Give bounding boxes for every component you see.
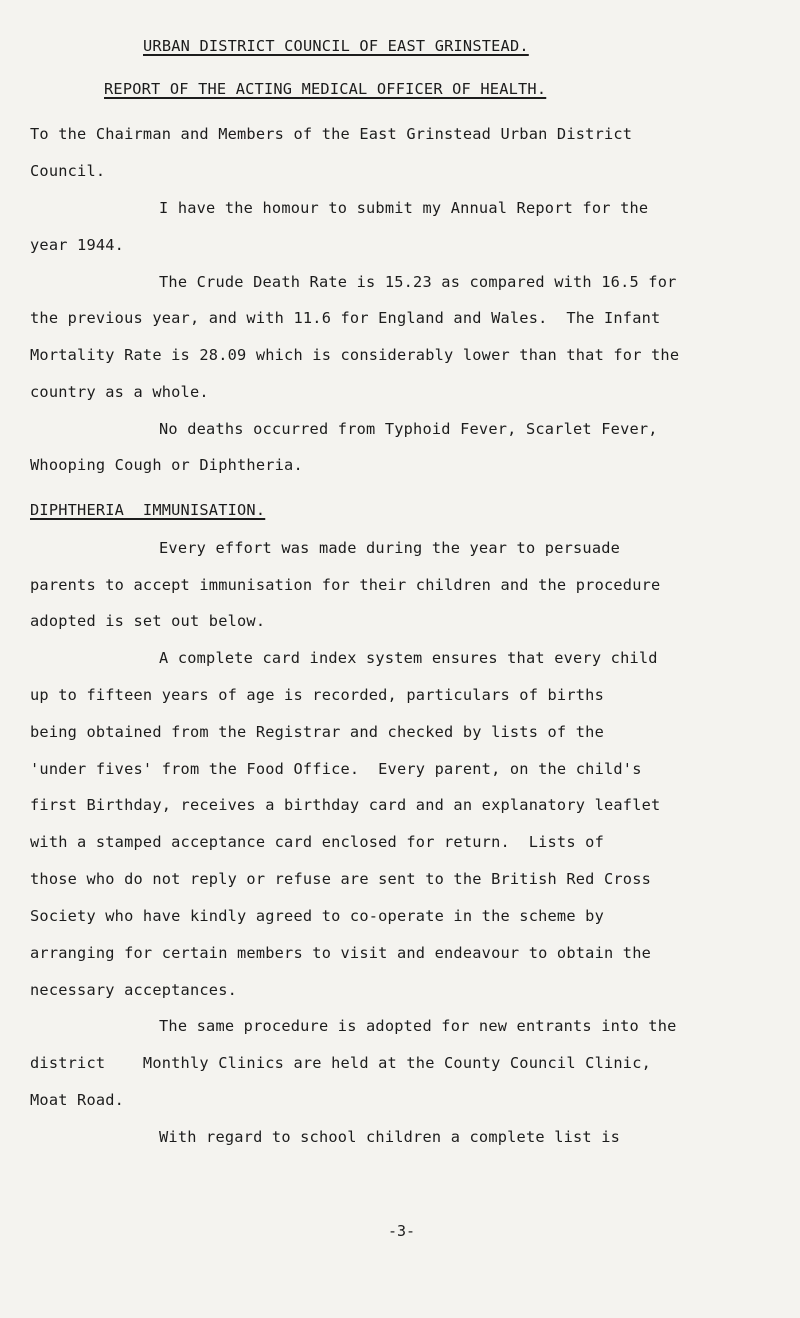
paragraph-line: country as a whole. (30, 383, 209, 401)
paragraph-line: Society who have kindly agreed to co-operate in the scheme by (30, 907, 604, 925)
section-heading: DIPHTHERIA IMMUNISATION. (30, 501, 266, 519)
paragraph-line: parents to accept immunisation for their children and the procedure (30, 576, 661, 594)
paragraph-line: necessary acceptances. (30, 981, 238, 999)
paragraph-line: Whooping Cough or Diphtheria. (30, 456, 303, 474)
paragraph-line: Moat Road. (30, 1091, 125, 1109)
paragraph-line: I have the homour to submit my Annual Report for the (159, 199, 649, 217)
paragraph-line: The Crude Death Rate is 15.23 as compared with 16.5 for (159, 273, 677, 291)
paragraph-line: being obtained from the Registrar and checked by lists of the (30, 723, 604, 741)
council-heading: URBAN DISTRICT COUNCIL OF EAST GRINSTEAD. (143, 37, 529, 55)
report-title: REPORT OF THE ACTING MEDICAL OFFICER OF HEALTH. (104, 80, 547, 98)
paragraph-line: 'under fives' from the Food Office. Every parent, on the child's (30, 760, 642, 778)
paragraph-line: up to fifteen years of age is recorded, particulars of births (30, 686, 604, 704)
page-number: -3- (388, 1222, 416, 1240)
salutation-line: To the Chairman and Members of the East Grinstead Urban District (30, 125, 633, 143)
paragraph-line: No deaths occurred from Typhoid Fever, Scarlet Fever, (159, 420, 658, 438)
paragraph-line: the previous year, and with 11.6 for England and Wales. The Infant (30, 309, 661, 327)
paragraph-line: Mortality Rate is 28.09 which is considerably lower than that for the (30, 346, 680, 364)
paragraph-line: Every effort was made during the year to persuade (159, 539, 621, 557)
paragraph-line: year 1944. (30, 236, 125, 254)
paragraph-line: first Birthday, receives a birthday card and an explanatory leaflet (30, 796, 661, 814)
paragraph-line: adopted is set out below. (30, 612, 266, 630)
paragraph-line: With regard to school children a complete list is (159, 1128, 621, 1146)
paragraph-line: A complete card index system ensures that every child (159, 649, 658, 667)
paragraph-line: with a stamped acceptance card enclosed for return. Lists of (30, 833, 604, 851)
salutation-line: Council. (30, 162, 106, 180)
paragraph-line: those who do not reply or refuse are sent to the British Red Cross (30, 870, 652, 888)
paragraph-line: arranging for certain members to visit and endeavour to obtain the (30, 944, 652, 962)
paragraph-line: The same procedure is adopted for new entrants into the (159, 1017, 677, 1035)
paragraph-line: district Monthly Clinics are held at the County Council Clinic, (30, 1054, 652, 1072)
